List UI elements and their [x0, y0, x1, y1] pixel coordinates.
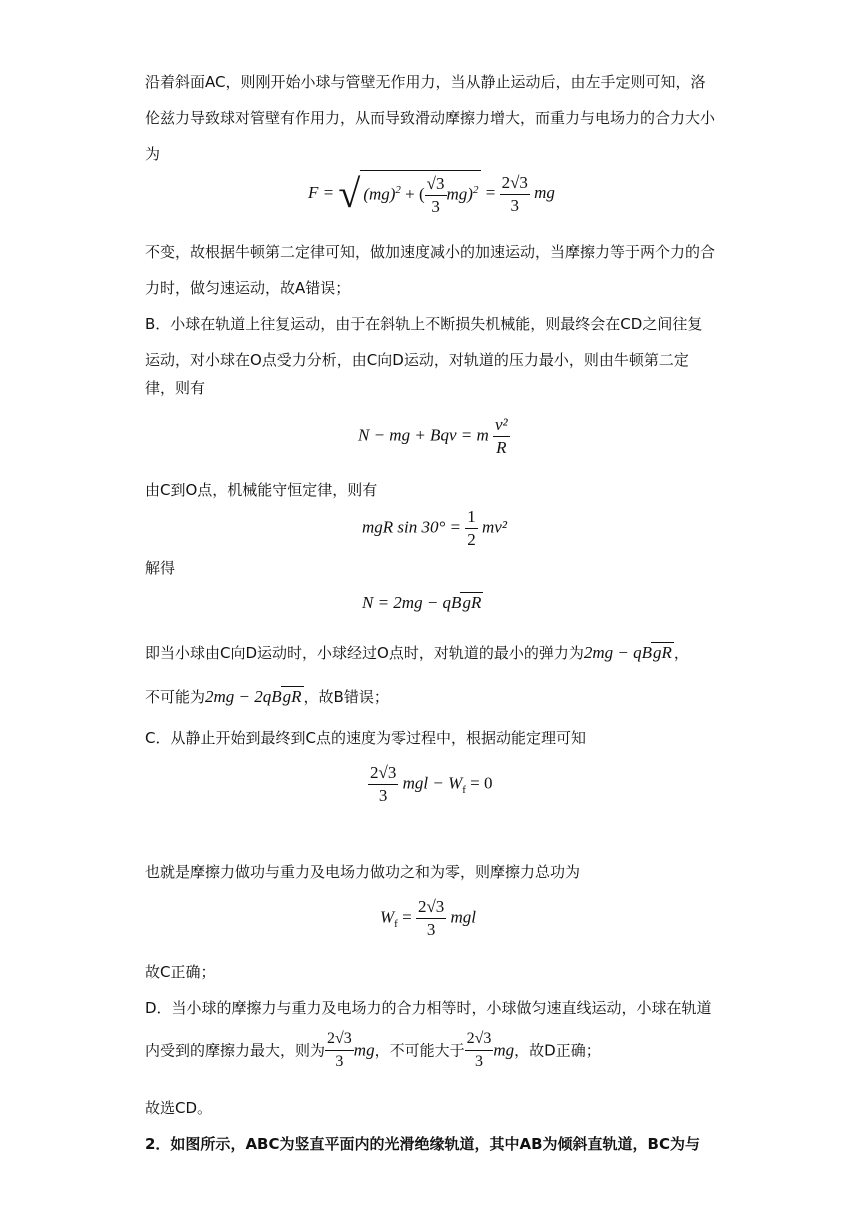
text-line: 伦兹力导致球对管壁有作用力，从而导致滑动摩擦力增大，而重力与电场力的合力大小	[145, 109, 716, 127]
text-line: 运动，对小球在O点受力分析，由C向D运动，对轨道的压力最小，则由牛顿第二定	[145, 351, 689, 369]
text-line: 由C到O点，机械能守恒定律，则有	[145, 481, 378, 499]
text-line: 故选CD。	[145, 1099, 213, 1117]
equation-work-energy: $\frac{2√3}{3}$ mgl − $W_f = 0$	[370, 763, 493, 805]
text-line-with-math: 即当小球由C向D运动时，小球经过O点时，对轨道的最小的弹力为2mg − qBgR ，	[145, 643, 689, 662]
equation-normal-force: N = 2mg − qBgR	[362, 593, 482, 612]
equation-energy-conservation: mgR sin 30° = $\frac{1}{2}$ mv²	[362, 507, 507, 549]
text-line: 沿着斜面AC，则刚开始小球与管壁无作用力，当从静止运动后，由左手定则可知，洛	[145, 73, 706, 91]
equation-resultant-force: F = √ (mg)$^2$ + ( $\frac{√3}{3}$ mg)$^2$ = $\frac{2√3}{3}$ mg	[308, 171, 555, 216]
equation-newton-second-law: N − mg + Bqv = m $\frac{\text{v²}}{R}$	[358, 415, 508, 457]
text-line: D．当小球的摩擦力与重力及电场力的合力相等时，小球做匀速直线运动，小球在轨道	[145, 999, 712, 1017]
text-line: 律，则有	[145, 379, 206, 397]
text-line: 不变，故根据牛顿第二定律可知，做加速度减小的加速运动，当摩擦力等于两个力的合	[145, 243, 716, 261]
text-line: 解得	[145, 559, 176, 577]
text-line: C．从静止开始到最终到C点的速度为零过程中，根据动能定理可知	[145, 729, 586, 747]
text-line: 力时，做匀速运动，故A错误；	[145, 279, 351, 297]
text-line: 故C正确；	[145, 963, 216, 981]
text-line: B．小球在轨道上往复运动，由于在斜轨上不断损失机械能，则最终会在CD之间往复	[145, 315, 703, 333]
text-line-with-math: 内受到的摩擦力最大，则为 $\frac{2√3}{3}$ mg，不可能大于 $\frac{2√3}{3}$ mg，故D正确；	[145, 1030, 601, 1070]
question-heading: 2．如图所示，ABC为竖直平面内的光滑绝缘轨道，其中AB为倾斜直轨道，BC为与	[145, 1135, 700, 1153]
text-line: 也就是摩擦力做功与重力及电场力做功之和为零，则摩擦力总功为	[145, 863, 581, 881]
equation-friction-work: $W_f$ = $\frac{2√3}{3}$ mgl	[380, 897, 477, 939]
text-line: 为	[145, 145, 161, 163]
text-line-with-math: 不可能为2mg − 2qBgR ，故B错误；	[145, 687, 389, 706]
